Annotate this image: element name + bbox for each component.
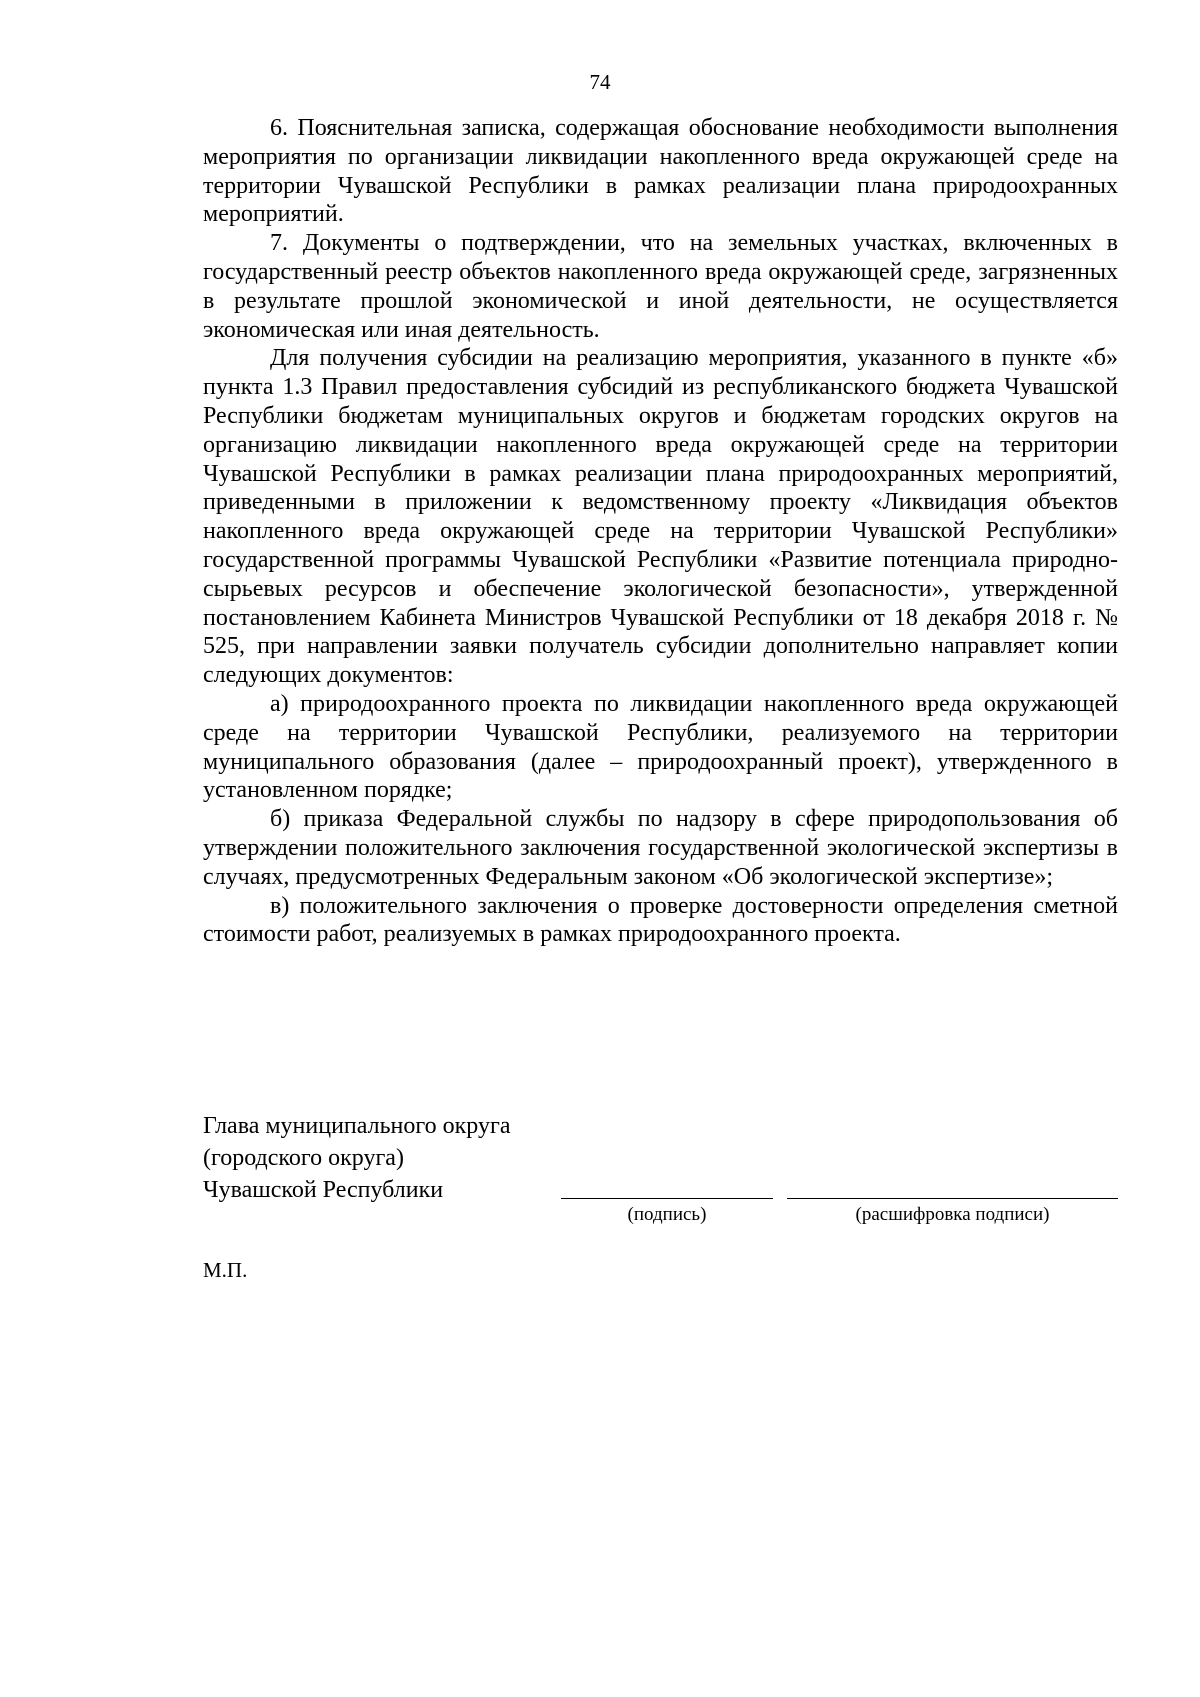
stamp-placeholder: М.П. [203, 1258, 248, 1282]
signatory-title-line: Чувашской Республики [203, 1177, 444, 1203]
paragraph-subitem-b: б) приказа Федеральной службы по надзору в сфере природопользования об утверждении положительного заключения государственной экологической экспертизы в случаях, предусмотренных Федеральным законом «Об экологической экспертизе»; [203, 806, 1118, 890]
signature-decode-caption: (расшифровка подписи) [855, 1204, 1050, 1225]
signature-block [203, 1110, 1118, 1230]
signatory-title-line: (городского округа) [203, 1145, 404, 1171]
signatory-title [203, 1110, 511, 1206]
signatory-title-line: Глава муниципального округа [203, 1113, 511, 1139]
paragraph-subsidy-requirements: Для получения субсидии на реализацию мероприятия, указанного в пункте «б» пункта 1.3 Правил предоставления субсидий из республиканского бюджета Чувашской Республики бюджетам муниципальных округов и бюджетам городских округов на организацию ликвидации накопленного вреда окружающей среде на территории Чувашской Республики в рамках реализации плана природоохранных мероприятий, приведенными в приложении к ведомственному проекту «Ликвидация объектов накопленного вреда окружающей среде на территории Чувашской Республики» государственной программы Чувашской Республики «Развитие потенциала природно-сырьевых ресурсов и обеспечение экологической безопасности», утвержденной постановлением Кабинета Министров Чувашской Республики от 18 декабря 2018 г. № 525, при направлении заявки получатель субсидии дополнительно направляет копии следующих документов: [203, 345, 1118, 689]
paragraph-item-6: 6. Пояснительная записка, содержащая обоснование необходимости выполнения мероприятия по организации ликвидации накопленного вреда окружающей среде на территории Чувашской Республики в рамках реализации плана природоохранных мероприятий. [203, 115, 1118, 228]
paragraph-subitem-v: в) положительного заключения о проверке достоверности определения сметной стоимости работ, реализуемых в рамках природоохранного проекта. [203, 892, 1118, 948]
paragraph-subitem-a: а) природоохранного проекта по ликвидации накопленного вреда окружающей среде на территории Чувашской Республики, реализуемого на территории муниципального образования (далее – природоохранный проект), утвержденного в установленном порядке; [203, 690, 1118, 804]
document-body [203, 114, 1118, 949]
paragraph-item-7: 7. Документы о подтверждении, что на земельных участках, включенных в государственный реестр объектов накопленного вреда окружающей среде, загрязненных в результате прошлой экономической и иной деятельности, не осуществляется экономическая или иная деятельность. [203, 230, 1118, 343]
signature-decode-line [787, 1198, 1118, 1199]
page-number: 74 [589, 70, 611, 94]
signature-caption: (подпись) [627, 1204, 707, 1225]
signature-line [561, 1198, 773, 1199]
